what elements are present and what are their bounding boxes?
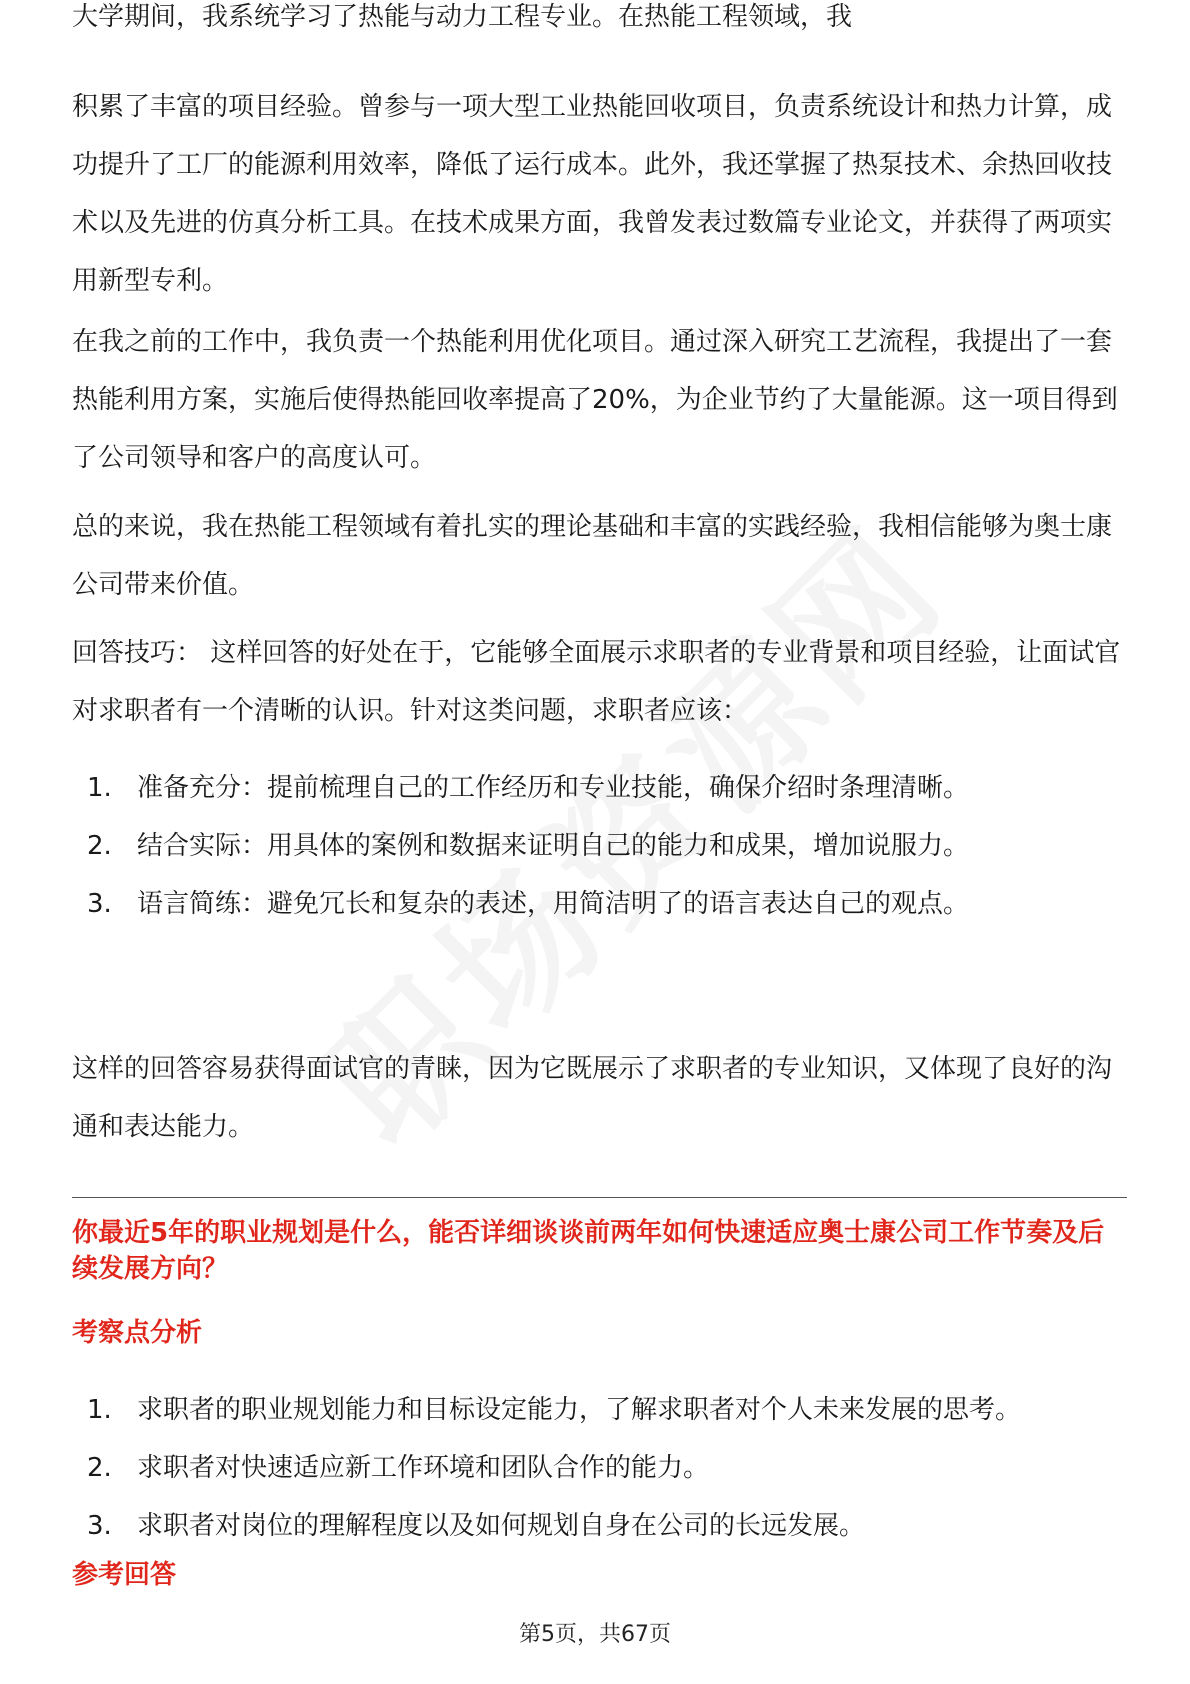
partial-top-line-text: 大学期间，我系统学习了热能与动力工程专业。在热能工程领域，我 [72,2,853,32]
list-item [87,875,1117,933]
experience-paragraph: 积累了丰富的项目经验。曾参与一项大型工业热能回收项目，负责系统设计和热力计算，成功提升了工厂的能源利用效率，降低了运行成本。此外，我还掌握了热泵技术、余热回收技术以及先进的仿真分析工具。在技术成果方面，我曾发表过数篇专业论文，并获得了两项实用新型专利。 [72,92,1113,296]
analysis-heading: 考察点分析 [72,1318,203,1348]
list-number: 3. [87,1511,112,1541]
list-text: 语言简练：避免冗长和复杂的表述，用简洁明了的语言表达自己的观点。 [137,889,970,919]
list-text: 结合实际：用具体的案例和数据来证明自己的能力和成果，增加说服力。 [137,831,970,861]
question-title: 你最近5年的职业规划是什么，能否详细谈谈前两年如何快速适应奥士康公司工作节奏及后续发展方向？ [72,1218,1105,1284]
list-item [87,759,1117,817]
tips-intro-paragraph: 回答技巧： 这样回答的好处在于，它能够全面展示求职者的专业背景和项目经验，让面试官对求职者有一个清晰的认识。针对这类问题，求职者应该： [72,638,1121,726]
list-text: 准备充分：提前梳理自己的工作经历和专业技能，确保介绍时条理清晰。 [137,773,970,803]
conclusion-paragraph: 这样的回答容易获得面试官的青睐，因为它既展示了求职者的专业知识，又体现了良好的沟通和表达能力。 [72,1054,1113,1142]
list-number: 1. [87,1395,112,1425]
section-divider [72,1197,1127,1198]
partial-top-line [72,2,1122,50]
list-number: 3. [87,889,112,919]
project-paragraph: 在我之前的工作中，我负责一个热能利用优化项目。通过深入研究工艺流程，我提出了一套热能利用方案，实施后使得热能回收率提高了20%，为企业节约了大量能源。这一项目得到了公司领导和客户的高度认可。 [72,327,1118,473]
list-number: 2. [87,831,112,861]
list-item [87,1381,1117,1439]
list-item [87,1497,1117,1555]
list-item [87,1439,1117,1497]
answer-heading: 参考回答 [72,1560,177,1590]
tips-list [87,759,1117,933]
page-footer: 第5页，共67页 [519,1622,671,1647]
list-number: 2. [87,1453,112,1483]
list-item [87,817,1117,875]
list-text: 求职者对岗位的理解程度以及如何规划自身在公司的长远发展。 [137,1511,866,1541]
list-text: 求职者的职业规划能力和目标设定能力，了解求职者对个人未来发展的思考。 [137,1395,1022,1425]
list-number: 1. [87,773,112,803]
analysis-list [87,1381,1117,1555]
list-text: 求职者对快速适应新工作环境和团队合作的能力。 [137,1453,710,1483]
summary-paragraph: 总的来说，我在热能工程领域有着扎实的理论基础和丰富的实践经验，我相信能够为奥士康公司带来价值。 [72,512,1113,600]
